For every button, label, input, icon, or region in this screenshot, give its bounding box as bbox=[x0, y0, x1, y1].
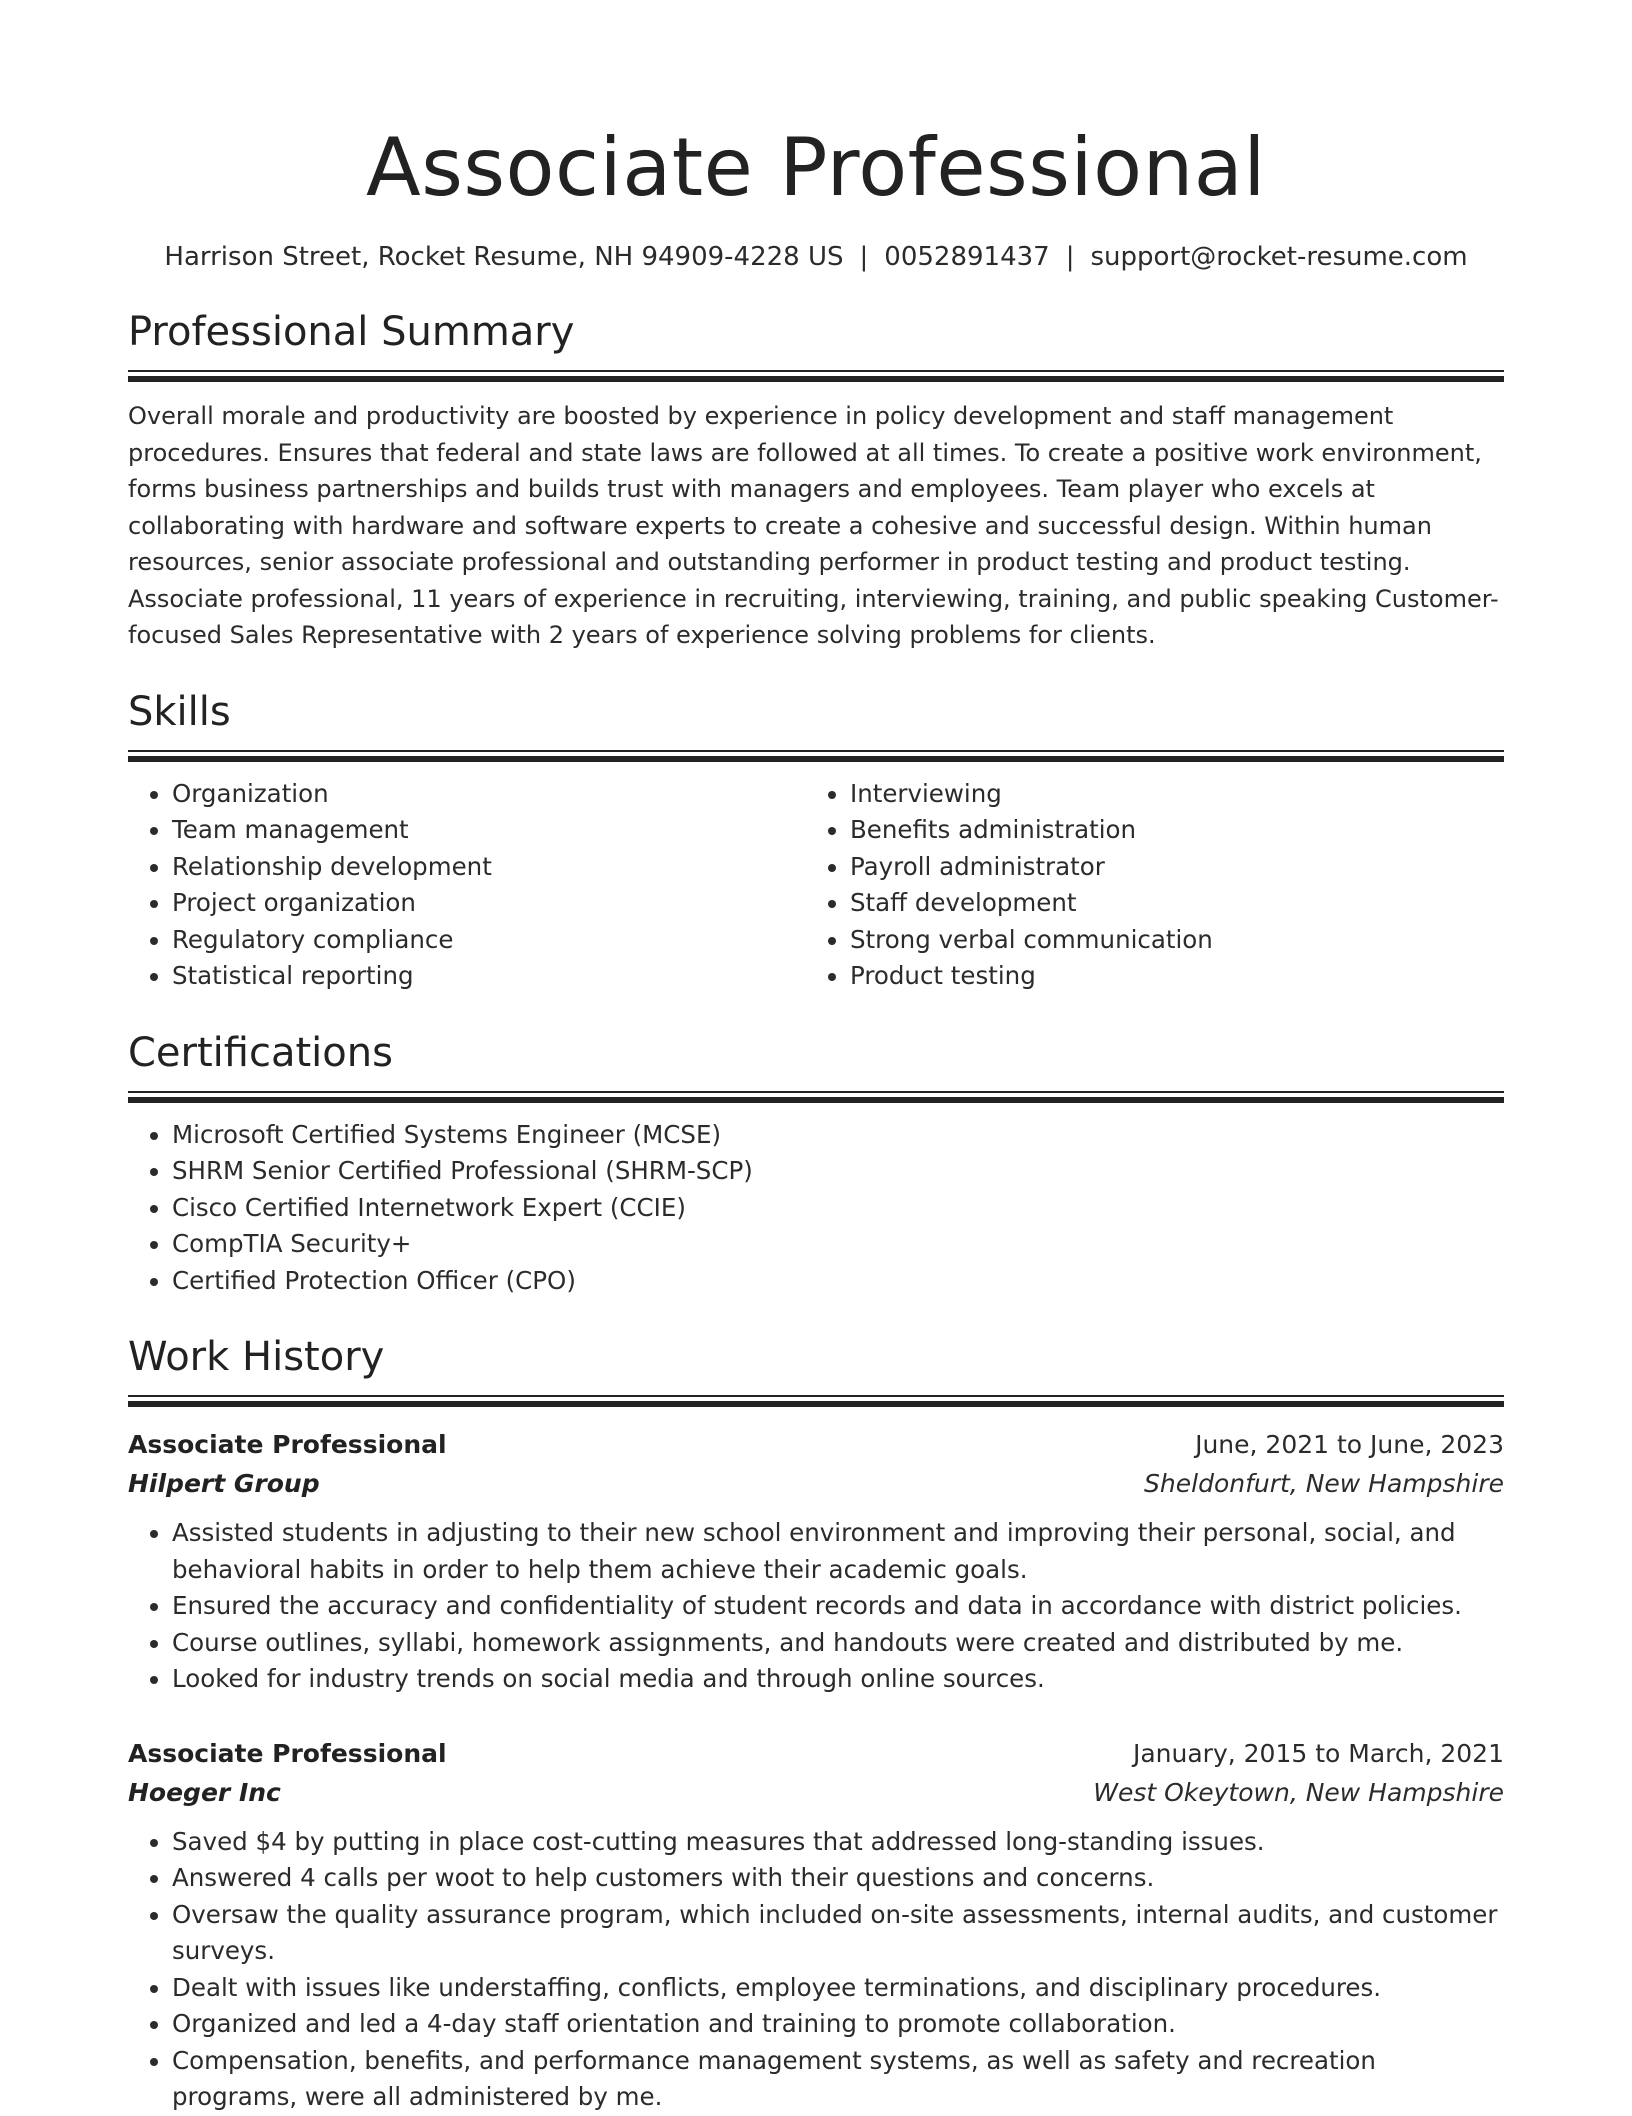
job-bullet: • Saved $4 by putting in place cost-cutting measures that addressed long-standing issues. bbox=[172, 1824, 1504, 1861]
job-bullets bbox=[128, 1515, 1504, 1698]
certification-item: • Cisco Certified Internetwork Expert (CCIE) bbox=[172, 1190, 1504, 1227]
job-bullet: • Assisted students in adjusting to their new school environment and improving their personal, social, and behavioral habits in order to help them achieve their academic goals. bbox=[172, 1515, 1504, 1588]
job-company: Hoeger Inc bbox=[128, 1777, 281, 1807]
job-bullet: • Organized and led a 4-day staff orientation and training to promote collaboration. bbox=[172, 2006, 1504, 2043]
job-bullet: • Looked for industry trends on social media and through online sources. bbox=[172, 1661, 1504, 1698]
contact-phone: 0052891437 bbox=[884, 242, 1050, 272]
contact-address: Harrison Street, Rocket Resume, NH 94909-4228 US bbox=[164, 242, 844, 272]
skill-item: • Interviewing bbox=[850, 776, 1484, 813]
summary-text: Overall morale and productivity are boosted by experience in policy development and staff management procedures. Ensures that federal and state laws are followed at all times. To create a positive work environment, forms business partnerships and builds trust with managers and employees. Team player who excels at collaborating with hardware and software experts to create a cohesive and successful design. Within human resources, senior associate professional and outstanding performer in product testing and product testing. Associate professional, 11 years of experience in recruiting, interviewing, training, and public speaking Customer-focused Sales Representative with 2 years of experience solving problems for clients. bbox=[128, 402, 1499, 649]
skills-grid bbox=[128, 776, 1504, 995]
job-entry bbox=[128, 1425, 1504, 1698]
job-header-row bbox=[128, 1425, 1504, 1464]
job-bullet: • Compensation, benefits, and performance management systems, as well as safety and recreation programs, were all administered by me. bbox=[172, 2043, 1504, 2116]
skill-item: • Benefits administration bbox=[850, 812, 1484, 849]
job-title: Associate Professional bbox=[128, 1738, 447, 1768]
skill-item: • Staff development bbox=[850, 885, 1484, 922]
job-location: West Okeytown, New Hampshire bbox=[1093, 1777, 1504, 1807]
skills-section bbox=[128, 688, 1504, 995]
certifications-list bbox=[128, 1117, 1504, 1300]
section-title-summary: Professional Summary bbox=[128, 309, 575, 355]
section-divider bbox=[128, 1395, 1504, 1407]
section-title-work-history: Work History bbox=[128, 1334, 385, 1380]
summary-section bbox=[128, 308, 1504, 654]
job-dates: June, 2021 to June, 2023 bbox=[1195, 1430, 1504, 1459]
skill-item: • Project organization bbox=[172, 885, 806, 922]
job-bullet: • Dealt with issues like understaffing, conflicts, employee terminations, and disciplinary procedures. bbox=[172, 1970, 1504, 2007]
skill-item: • Product testing bbox=[850, 958, 1484, 995]
certification-item: • Certified Protection Officer (CPO) bbox=[172, 1263, 1504, 1300]
contact-email: support@rocket-resume.com bbox=[1090, 242, 1468, 272]
resume-name: Associate Professional bbox=[365, 121, 1267, 214]
skills-list-right bbox=[806, 776, 1484, 995]
job-dates: January, 2015 to March, 2021 bbox=[1132, 1738, 1504, 1768]
certification-item: • Microsoft Certified Systems Engineer (MCSE) bbox=[172, 1117, 1504, 1154]
job-company: Hilpert Group bbox=[128, 1469, 320, 1498]
certification-item: • SHRM Senior Certified Professional (SHRM-SCP) bbox=[172, 1153, 1504, 1190]
skill-item: • Regulatory compliance bbox=[172, 922, 806, 959]
job-bullets bbox=[128, 1824, 1504, 2116]
section-divider bbox=[128, 370, 1504, 382]
job-location: Sheldonfurt, New Hampshire bbox=[1144, 1469, 1504, 1498]
job-entry bbox=[128, 1734, 1504, 2116]
job-title: Associate Professional bbox=[128, 1430, 447, 1459]
section-title-certifications: Certifications bbox=[128, 1029, 393, 1076]
work-history-section bbox=[128, 1333, 1504, 2116]
job-bullet: • Ensured the accuracy and confidentiality of student records and data in accordance with district policies. bbox=[172, 1588, 1504, 1625]
section-divider bbox=[128, 750, 1504, 762]
skill-item: • Team management bbox=[172, 812, 806, 849]
job-bullet: • Course outlines, syllabi, homework assignments, and handouts were created and distributed by me. bbox=[172, 1625, 1504, 1662]
contact-line bbox=[128, 240, 1504, 274]
skill-item: • Strong verbal communication bbox=[850, 922, 1484, 959]
job-header-row bbox=[128, 1734, 1504, 1773]
certification-item: • CompTIA Security+ bbox=[172, 1226, 1504, 1263]
section-title-skills: Skills bbox=[128, 688, 231, 735]
skill-item: • Statistical reporting bbox=[172, 958, 806, 995]
job-company-row bbox=[128, 1773, 1504, 1812]
skill-item: • Relationship development bbox=[172, 849, 806, 886]
job-bullet: • Answered 4 calls per woot to help customers with their questions and concerns. bbox=[172, 1860, 1504, 1897]
job-bullet: • Oversaw the quality assurance program, which included on-site assessments, internal audits, and customer surveys. bbox=[172, 1897, 1504, 1970]
section-divider bbox=[128, 1091, 1504, 1103]
skill-item: • Payroll administrator bbox=[850, 849, 1484, 886]
skill-item: • Organization bbox=[172, 776, 806, 813]
certifications-section bbox=[128, 1029, 1504, 1300]
contact-separator: | bbox=[859, 242, 869, 272]
contact-separator: | bbox=[1065, 242, 1075, 272]
skills-list-left bbox=[128, 776, 806, 995]
job-company-row bbox=[128, 1464, 1504, 1503]
